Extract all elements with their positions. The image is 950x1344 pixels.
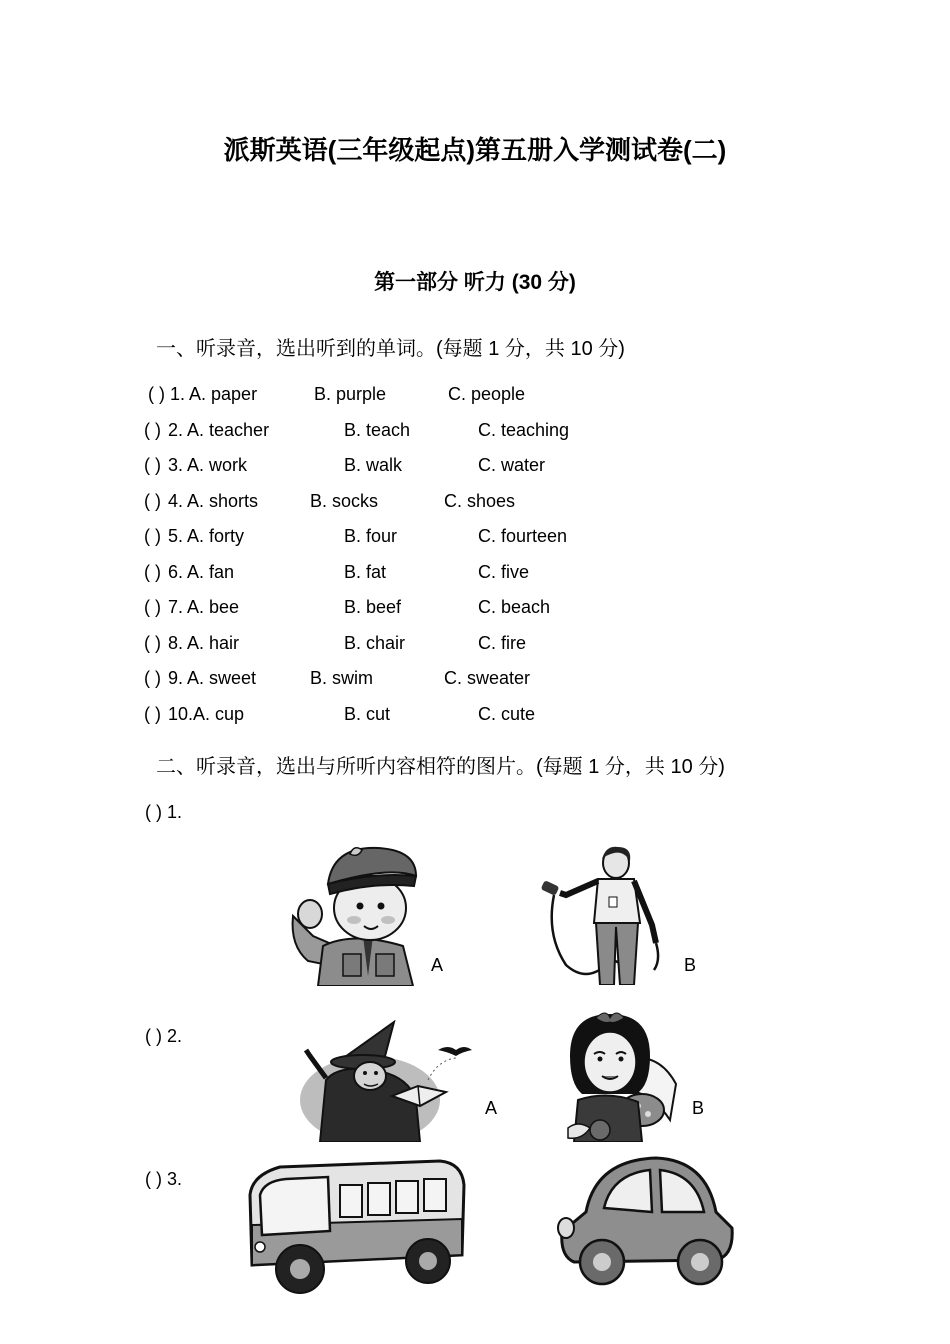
hair-dryer-man-picture [536, 845, 666, 985]
question-row [148, 384, 628, 410]
question-row [144, 633, 624, 659]
question-row [144, 455, 624, 481]
princess-picture [558, 1010, 683, 1142]
option-b: B. chair [344, 632, 406, 653]
answer-blank[interactable]: ( ) [144, 490, 161, 511]
question-row [144, 526, 624, 552]
option-a: 3. A. work [168, 455, 248, 475]
option-b: B. purple [314, 384, 387, 404]
option-c: C. people [448, 384, 526, 404]
option-c: C. fire [478, 632, 527, 653]
option-b: B. beef [344, 597, 402, 617]
option-c: C. beach [478, 597, 551, 617]
police-officer-picture [288, 836, 418, 986]
answer-blank[interactable]: ( ) [148, 384, 165, 404]
option-a: 7. A. bee [168, 597, 240, 617]
option-c: C. five [478, 561, 530, 582]
question-row [144, 597, 624, 623]
option-b: B. fat [344, 561, 387, 582]
question-row [144, 562, 624, 588]
option-b: B. socks [310, 490, 379, 511]
option-a: 4. A. shorts [168, 490, 259, 511]
option-b: B. walk [344, 455, 403, 475]
answer-blank[interactable]: ( ) [144, 703, 161, 724]
bus-picture [240, 1155, 468, 1300]
picture-option-2a: A [485, 1098, 498, 1118]
option-a: 9. A. sweet [168, 668, 257, 688]
part-title: 第一部分 听力 (30 分) [374, 271, 576, 294]
picture-option-1b: B [684, 955, 697, 975]
answer-blank[interactable]: ( ) [144, 668, 161, 688]
picture-option-1a: A [431, 955, 444, 975]
answer-blank[interactable]: ( ) [144, 632, 161, 653]
option-a: 6. A. fan [168, 561, 235, 582]
option-b: B. cut [344, 703, 391, 724]
option-c: C. shoes [444, 490, 516, 511]
option-b: B. teach [344, 419, 411, 440]
answer-blank[interactable]: ( ) [144, 419, 161, 440]
option-c: C. sweater [444, 668, 531, 688]
option-c: C. water [478, 455, 546, 475]
option-a: 1. A. paper [170, 384, 258, 404]
picture-question-2-label: ( ) 2. [145, 1026, 183, 1046]
answer-blank[interactable]: ( ) [144, 455, 161, 475]
witch-picture [298, 1020, 473, 1142]
option-a: 10.A. cup [168, 703, 245, 724]
picture-option-2b: B [692, 1098, 705, 1118]
question-row [144, 491, 624, 517]
picture-question-3-label: ( ) 3. [145, 1169, 183, 1189]
option-b: B. four [344, 526, 398, 546]
option-c: C. teaching [478, 419, 570, 440]
question-row [144, 704, 624, 730]
picture-question-1-label: ( ) 1. [145, 802, 183, 822]
exam-title: 派斯英语(三年级起点)第五册入学测试卷(二) [223, 135, 727, 165]
answer-blank[interactable]: ( ) [144, 597, 161, 617]
question-row [144, 668, 624, 694]
option-a: 2. A. teacher [168, 419, 270, 440]
option-b: B. swim [310, 668, 373, 688]
answer-blank[interactable]: ( ) [144, 526, 161, 546]
option-c: C. cute [478, 703, 536, 724]
car-picture [556, 1152, 738, 1292]
answer-blank[interactable]: ( ) [144, 561, 161, 582]
option-a: 5. A. forty [168, 526, 245, 546]
option-c: C. fourteen [478, 526, 568, 546]
section2-heading: 二、听录音，选出与所听内容相符的图片。(每题 1 分，共 10 分) [156, 756, 725, 778]
option-a: 8. A. hair [168, 632, 240, 653]
section1-heading: 一、听录音，选出听到的单词。(每题 1 分，共 10 分) [156, 338, 625, 360]
question-row [144, 420, 624, 446]
